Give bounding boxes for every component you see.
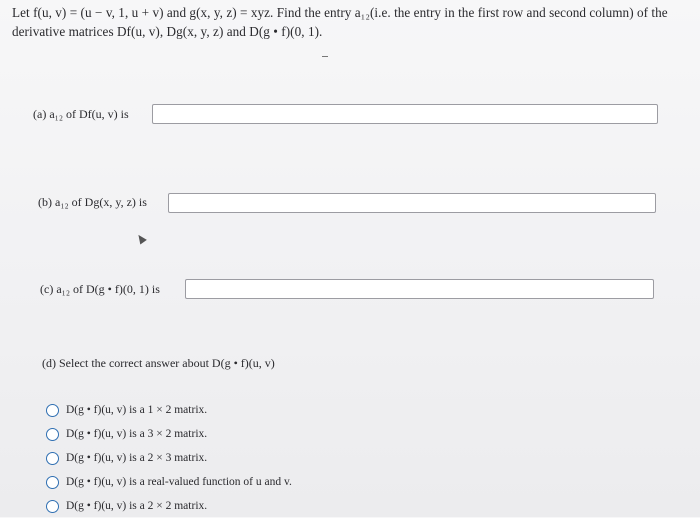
radio-button[interactable] [46, 452, 59, 465]
part-d-options [46, 398, 292, 518]
radio-button[interactable] [46, 476, 59, 489]
stray-mark [322, 56, 328, 57]
part-a-answer-input[interactable] [152, 104, 658, 124]
part-b-answer-input[interactable] [168, 193, 656, 213]
part-c-label: (c) a₁₂ of D(g • f)(0, 1) is [40, 282, 160, 296]
option-real-valued[interactable] [46, 470, 292, 494]
mouse-cursor-icon [135, 233, 147, 245]
part-d-label: (d) Select the correct answer about D(g • f)(u, v) [42, 356, 275, 370]
question-line-1: Let f(u, v) = (u − v, 1, u + v) and g(x, y, z) = xyz. Find the entry a₁₂(i.e. the entry in the first row and second column) of the [12, 5, 668, 20]
part-c [40, 282, 160, 297]
part-b [38, 195, 147, 210]
part-a-label: (a) a₁₂ of Df(u, v) is [33, 107, 129, 121]
option-label: D(g • f)(u, v) is a 1 × 2 matrix. [66, 404, 208, 416]
option-3x2[interactable] [46, 422, 292, 446]
option-label: D(g • f)(u, v) is a 2 × 2 matrix. [66, 500, 208, 512]
option-label: D(g • f)(u, v) is a 3 × 2 matrix. [66, 428, 208, 440]
option-2x2[interactable] [46, 494, 292, 518]
radio-button[interactable] [46, 428, 59, 441]
question-line-2: derivative matrices Df(u, v), Dg(x, y, z) and D(g • f)(0, 1). [12, 24, 323, 39]
radio-button[interactable] [46, 404, 59, 417]
radio-button[interactable] [46, 500, 59, 513]
option-label: D(g • f)(u, v) is a real-valued function of u and v. [66, 476, 292, 488]
option-label: D(g • f)(u, v) is a 2 × 3 matrix. [66, 452, 208, 464]
option-2x3[interactable] [46, 446, 292, 470]
part-c-answer-input[interactable] [185, 279, 654, 299]
question-text [12, 3, 688, 41]
part-a [33, 107, 129, 122]
part-b-label: (b) a₁₂ of Dg(x, y, z) is [38, 195, 147, 209]
option-1x2[interactable] [46, 398, 292, 422]
